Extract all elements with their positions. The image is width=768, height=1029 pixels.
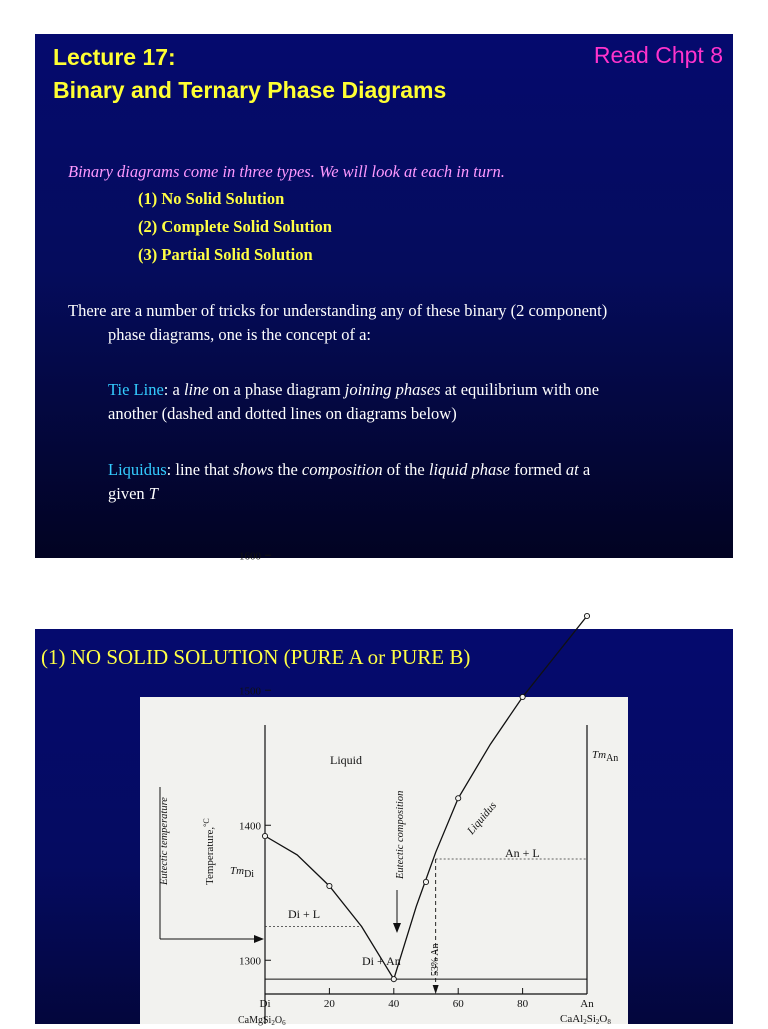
eutectic-temp-arrowhead bbox=[254, 935, 264, 943]
y-tick-label: 1300 bbox=[239, 955, 261, 968]
tie-emph-line: line bbox=[183, 380, 209, 399]
data-marker bbox=[456, 796, 461, 801]
liq-emph-t: T bbox=[148, 484, 158, 503]
type-complete-solid-solution: (2) Complete Solid Solution bbox=[138, 217, 332, 236]
y-tick-label: 1600 bbox=[239, 550, 261, 563]
paragraph-line-2: phase diagrams, one is the concept of a: bbox=[108, 325, 371, 344]
slide-no-solid-solution bbox=[35, 550, 733, 1027]
data-marker bbox=[423, 879, 428, 884]
label-di-l: Di + L bbox=[288, 907, 321, 921]
data-marker bbox=[584, 613, 589, 618]
diagram-dynamic bbox=[239, 550, 594, 1010]
slide-lecture-intro bbox=[35, 34, 733, 558]
paragraph-line-1: There are a number of tricks for understanding any of these binary (2 component) bbox=[68, 301, 608, 320]
f-an-4: 2 bbox=[595, 1018, 600, 1026]
liq-text: given bbox=[108, 484, 149, 503]
liq-emph: composition bbox=[301, 460, 383, 479]
f-di-1: CaMgSi bbox=[238, 1015, 272, 1026]
data-marker bbox=[327, 883, 332, 888]
liq-text: : line that bbox=[166, 460, 234, 479]
label-formula-di bbox=[238, 1015, 286, 1027]
tie-text: on a phase diagram bbox=[208, 380, 345, 399]
f-an-6: 8 bbox=[607, 1018, 611, 1026]
tie-line-definition-2: another (dashed and dotted lines on diagrams below) bbox=[108, 404, 457, 423]
label-tm-di bbox=[230, 865, 254, 880]
x-tick-label: Di bbox=[259, 998, 271, 1010]
label-an-l: An + L bbox=[505, 846, 540, 860]
data-marker bbox=[391, 977, 396, 982]
reading-assignment: Read Chpt 8 bbox=[593, 42, 723, 68]
x-tick-label: 40 bbox=[388, 998, 400, 1010]
tm-an-main: Tm bbox=[592, 749, 607, 761]
f-an-1: CaAl bbox=[560, 1013, 584, 1025]
slide2-title: (1) NO SOLID SOLUTION (PURE A or PURE B) bbox=[41, 645, 471, 669]
lecture-title: Binary and Ternary Phase Diagrams bbox=[53, 77, 447, 103]
label-temperature bbox=[202, 818, 216, 885]
f-an-3: Si bbox=[586, 1013, 596, 1025]
temperature-word: Temperature, bbox=[204, 826, 216, 885]
label-liquidus: Liquidus bbox=[465, 799, 500, 837]
y-tick-label: 1500 bbox=[239, 685, 261, 698]
label-formula-an bbox=[560, 1013, 611, 1026]
temperature-unit: °C bbox=[202, 818, 211, 827]
label-eutectic-composition: Eutectic composition bbox=[395, 790, 406, 879]
label-liquid: Liquid bbox=[330, 753, 362, 767]
liq-text: of the bbox=[382, 460, 429, 479]
label-tm-an bbox=[592, 749, 618, 764]
liquidus-term: Liquidus bbox=[108, 460, 167, 479]
f-an-2: 2 bbox=[583, 1018, 587, 1026]
x-tick-label: 80 bbox=[517, 998, 529, 1010]
tie-text: : a bbox=[163, 380, 184, 399]
type-no-solid-solution: (1) No Solid Solution bbox=[138, 189, 285, 208]
tie-drop-arrowhead bbox=[433, 985, 439, 994]
tm-di-main: Tm bbox=[230, 865, 245, 877]
label-di-an: Di + An bbox=[362, 954, 401, 968]
liq-emph: at bbox=[565, 460, 579, 479]
liquidus-definition bbox=[108, 460, 590, 480]
label-eutectic-temperature: Eutectic temperature bbox=[159, 797, 170, 885]
data-marker bbox=[520, 694, 525, 699]
f-an-5: O bbox=[599, 1013, 608, 1025]
tm-an-sub: An bbox=[606, 753, 619, 764]
lecture-number: Lecture 17: bbox=[53, 44, 176, 70]
x-tick-label: 20 bbox=[323, 998, 335, 1010]
tie-line-term: Tie Line bbox=[108, 380, 164, 399]
f-di-2: 2 bbox=[271, 1019, 275, 1027]
liq-text: formed bbox=[509, 460, 566, 479]
intro-text: Binary diagrams come in three types. We will look at each in turn. bbox=[68, 162, 505, 181]
liquidus-right bbox=[394, 616, 587, 979]
liq-text: a bbox=[578, 460, 591, 479]
label-53-an: 53% An bbox=[430, 943, 441, 976]
liq-emph: liquid phase bbox=[428, 460, 510, 479]
tie-emph-joining: joining phases bbox=[344, 380, 441, 399]
liq-text: the bbox=[273, 460, 302, 479]
x-tick-label: An bbox=[580, 998, 594, 1010]
eutectic-comp-arrowhead bbox=[393, 923, 401, 933]
type-partial-solid-solution: (3) Partial Solid Solution bbox=[138, 245, 313, 264]
tie-text: at equilibrium with one bbox=[440, 380, 600, 399]
y-tick-label: 1400 bbox=[239, 820, 261, 833]
liq-emph: shows bbox=[233, 460, 274, 479]
liquidus-definition-2 bbox=[108, 484, 158, 504]
tie-line-definition bbox=[108, 380, 599, 400]
data-marker bbox=[262, 833, 267, 838]
f-di-4: 6 bbox=[282, 1019, 286, 1027]
tm-di-sub: Di bbox=[244, 869, 255, 880]
f-di-3: O bbox=[274, 1015, 283, 1026]
x-tick-label: 60 bbox=[452, 998, 464, 1010]
